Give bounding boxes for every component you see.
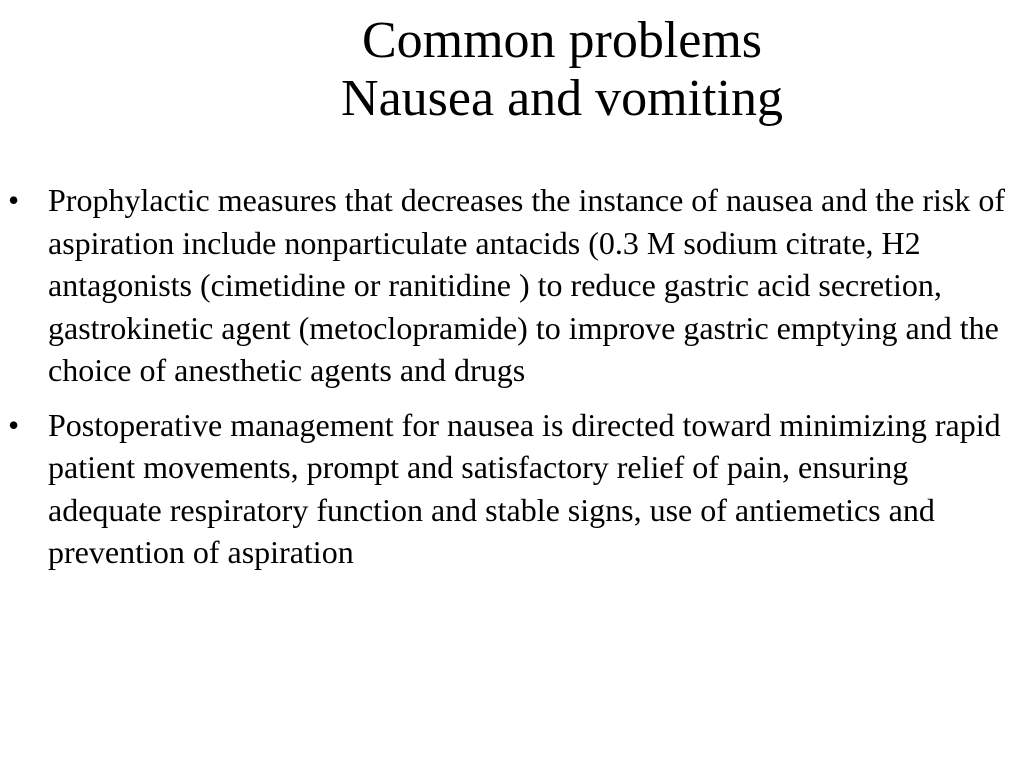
bullet-item <box>8 179 1008 392</box>
bullet-item <box>8 404 1008 574</box>
slide-title-line-1: Common problems <box>361 12 763 69</box>
bullet-text: Prophylactic measures that decreases the instance of nausea and the risk of aspiration include nonparticulate antacids (0.3 M sodium citrate, H2 antagonists (cimetidine or ranitidine ) to reduce gastric acid secretion, gastrokinetic agent (metoclopramide) to improve gastric emptying and the choice of anesthetic agents and drugs <box>48 182 1005 388</box>
slide-title <box>100 12 1024 128</box>
bullet-marker: • <box>8 182 20 218</box>
slide-title-line-2: Nausea and vomiting <box>341 70 783 127</box>
bullet-text: Postoperative management for nausea is directed toward minimizing rapid patient movements, prompt and satisfactory relief of pain, ensuring adequate respiratory function and stable signs, use of antiemetics and prevention of aspiration <box>48 406 1001 570</box>
bullet-marker: • <box>8 406 20 443</box>
bullet-list <box>8 179 1008 586</box>
